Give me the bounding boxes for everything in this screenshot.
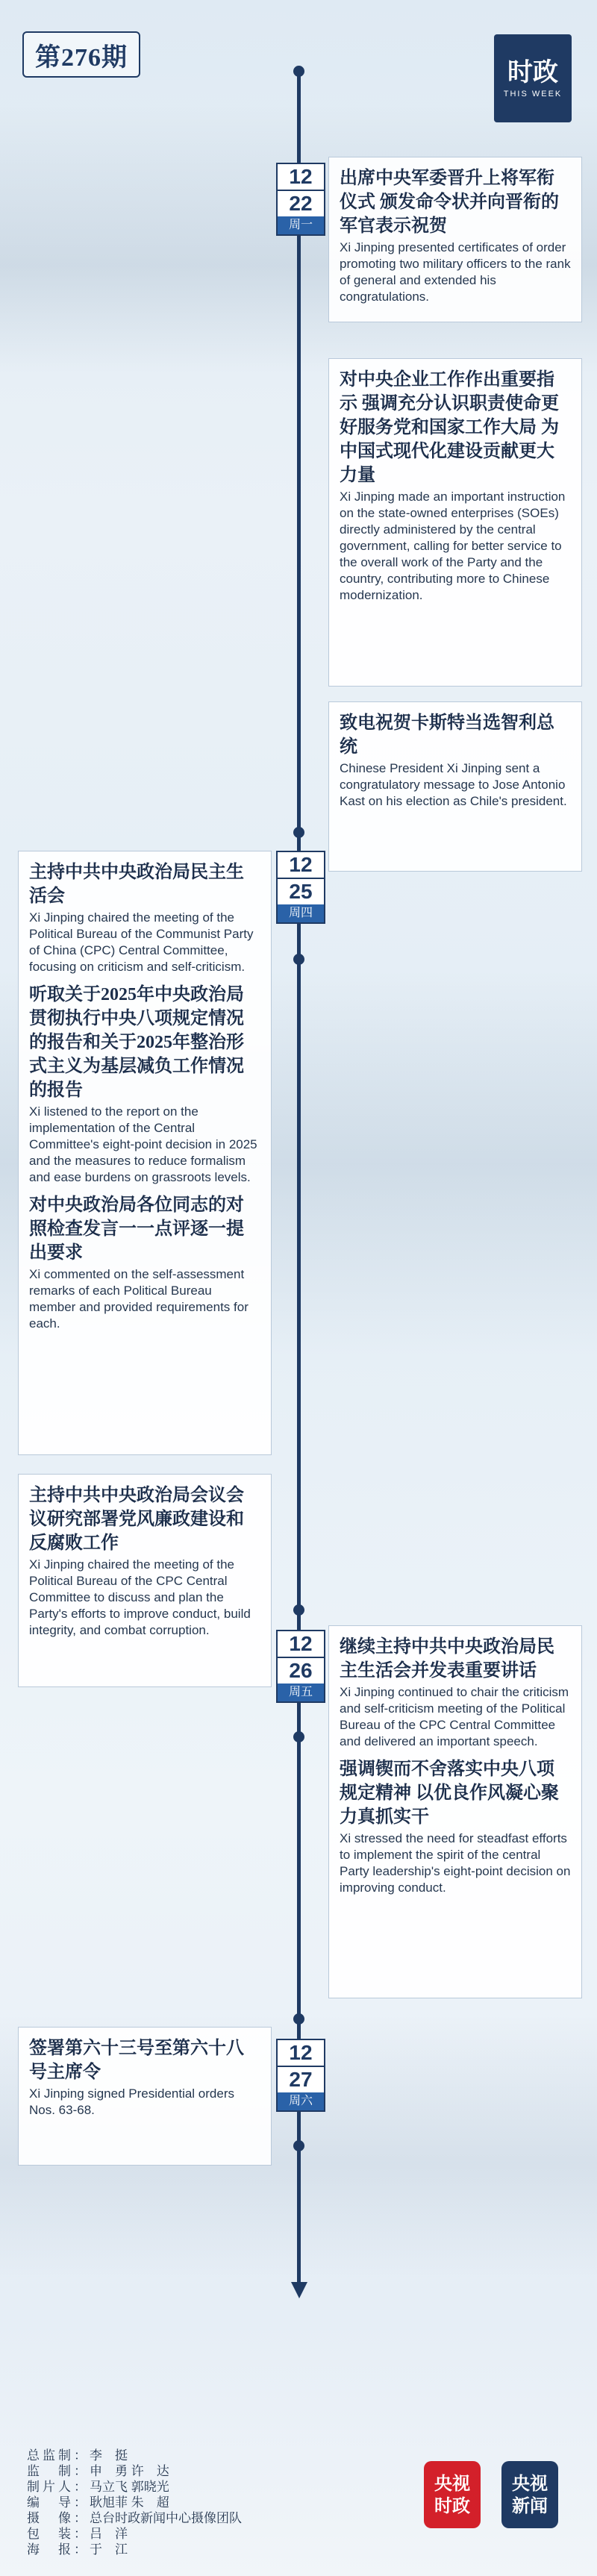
timeline-line [297, 69, 301, 2285]
cctv-politics-logo [424, 2461, 481, 2528]
event-title-zh: 出席中央军委晋升上将军衔仪式 颁发命令状并向晋衔的军官表示祝贺 [340, 169, 559, 236]
date-month: 12 [289, 165, 313, 188]
event-text-en: Xi Jinping continued to chair the criticism and self-criticism meeting of the Political Bureau of the CPC Central Committee and delivered an important speech. [340, 1685, 569, 1748]
event-text-en: Xi Jinping chaired the meeting of the Political Bureau of the Communist Party of China (CPC) Central Committee, focusing on criticism and self-criticism. [29, 910, 254, 974]
event-title-zh: 强调锲而不舍落实中央八项规定精神 以优良作风凝心聚力真抓实干 [340, 1760, 559, 1827]
event-card [18, 851, 272, 1455]
event-title-zh: 致电祝贺卡斯特当选智利总统 [340, 713, 554, 757]
credits [27, 2448, 370, 2557]
event-title-zh: 听取关于2025年中央政治局贯彻执行中央八项规定情况的报告和关于2025年整治形式主义为基层减负工作情况的报告 [29, 985, 244, 1100]
credit-row [27, 2510, 370, 2526]
event-text-en: Xi Jinping presented certificates of order promoting two military officers to the rank of general and extended his congratulations. [340, 240, 571, 304]
credit-name: 李 挺 [90, 2448, 128, 2463]
timeline-dot [293, 827, 304, 838]
date-block [276, 163, 325, 236]
logo-sub-text: THIS WEEK [503, 90, 563, 99]
credit-name: 吕 洋 [90, 2527, 128, 2541]
credit-name: 总台时政新闻中心摄像团队 [90, 2511, 242, 2525]
timeline-dot [293, 2140, 304, 2151]
brand-line: 央视 [434, 2473, 470, 2494]
credit-role: 包 装： [27, 2527, 87, 2541]
event-text-en: Xi commented on the self-assessment remarks of each Political Bureau member and provided requirements for each. [29, 1267, 249, 1331]
timeline-dot [293, 66, 304, 77]
event-card [328, 1625, 582, 1998]
event-text-en: Xi Jinping signed Presidential orders Nos. 63-68. [29, 2086, 234, 2117]
credit-role: 监 制： [27, 2464, 87, 2478]
date-weekday: 周六 [278, 2092, 324, 2110]
credit-role: 总监制： [27, 2448, 87, 2463]
event-card [328, 701, 582, 872]
date-day: 27 [278, 2066, 324, 2092]
date-block [276, 851, 325, 924]
event-card [18, 1474, 272, 1687]
credit-row [27, 2479, 370, 2495]
timeline-dot [293, 1731, 304, 1742]
timeline-dot [293, 954, 304, 965]
event-title-zh: 对中央政治局各位同志的对照检查发言一一点评逐一提出要求 [29, 1195, 244, 1263]
event-text-en: Xi Jinping chaired the meeting of the Political Bureau of the CPC Central Committee to discuss and plan the Party's efforts to improve conduct, build integrity, and combat corruption. [29, 1557, 251, 1637]
event-text-en: Chinese President Xi Jinping sent a congratulatory message to Jose Antonio Kast on his election as Chile's president. [340, 761, 567, 808]
date-weekday: 周一 [278, 216, 324, 234]
brand-line: 新闻 [512, 2495, 548, 2516]
event-text-en: Xi listened to the report on the implementation of the Central Committee's eight-point decision in 2025 and the measures to reduce formalism and ease burdens on grassroots levels. [29, 1104, 257, 1184]
credit-row [27, 2526, 370, 2542]
date-weekday: 周四 [278, 904, 324, 922]
timeline-dot [293, 2013, 304, 2025]
credit-name: 耿旭菲 朱 超 [90, 2495, 169, 2510]
credit-row [27, 2463, 370, 2479]
brand-line: 时政 [434, 2495, 470, 2516]
event-card [18, 2027, 272, 2166]
event-text-en: Xi stressed the need for steadfast efforts to implement the spirit of the central Party leadership's eight-point decision on improving conduct. [340, 1831, 571, 1895]
issue-number: 第276期 [22, 31, 140, 78]
credit-role: 编 导： [27, 2495, 87, 2510]
date-month: 12 [289, 2041, 313, 2064]
timeline-dot [293, 1604, 304, 1616]
date-month: 12 [289, 1632, 313, 1655]
credit-role: 制片人： [27, 2480, 87, 2494]
event-text-en: Xi Jinping made an important instruction on the state-owned enterprises (SOEs) directly administered by the central government, calling for better service to the overall work of the Party and the country, contributing more to Chinese modernization. [340, 490, 566, 602]
date-month: 12 [289, 853, 313, 876]
this-week-logo [494, 34, 572, 122]
date-block [276, 2039, 325, 2112]
credit-name: 申 勇 许 达 [90, 2464, 169, 2478]
event-title-zh: 主持中共中央政治局会议会议研究部署党风廉政建设和反腐败工作 [29, 1486, 244, 1553]
timeline-arrow-icon [291, 2282, 307, 2298]
date-day: 26 [278, 1657, 324, 1684]
logo-main-text: 时政 [507, 57, 558, 87]
credit-role: 海 报： [27, 2542, 87, 2557]
event-card [328, 157, 582, 322]
date-day: 22 [278, 190, 324, 216]
credit-role: 摄 像： [27, 2511, 87, 2525]
date-weekday: 周五 [278, 1684, 324, 1701]
credit-row [27, 2495, 370, 2510]
credit-row [27, 2448, 370, 2463]
event-title-zh: 签署第六十三号至第六十八号主席令 [29, 2039, 244, 2082]
cctv-news-logo [501, 2461, 558, 2528]
credit-row [27, 2542, 370, 2557]
event-title-zh: 主持中共中央政治局民主生活会 [29, 863, 244, 906]
credit-name: 于 江 [90, 2542, 128, 2557]
date-block [276, 1630, 325, 1703]
event-title-zh: 对中央企业工作作出重要指示 强调充分认识职责使命更好服务党和国家工作大局 为中国式现代化建设贡献更大力量 [340, 370, 559, 485]
date-day: 25 [278, 878, 324, 904]
credit-name: 马立飞 郭晓光 [90, 2480, 169, 2494]
event-title-zh: 继续主持中共中央政治局民主生活会并发表重要讲话 [340, 1637, 554, 1681]
event-card [328, 358, 582, 687]
brand-line: 央视 [512, 2473, 548, 2494]
